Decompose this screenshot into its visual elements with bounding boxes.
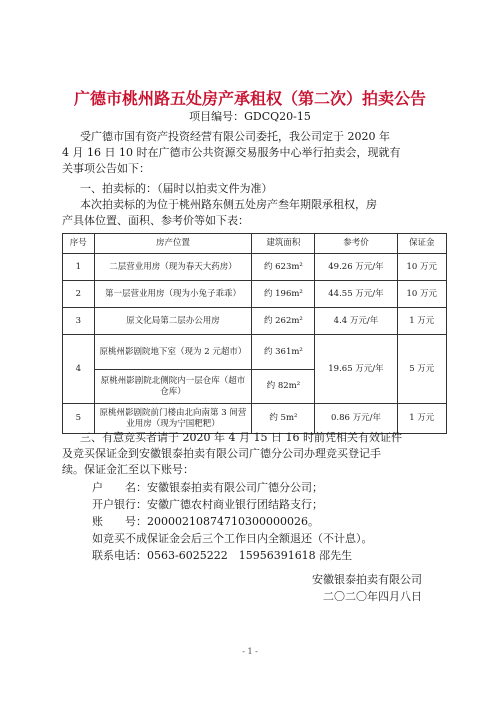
signature-date: 二〇二〇年四月八日 [323, 590, 422, 603]
auction-items-table [62, 233, 447, 434]
cell-no: 1 [63, 254, 95, 281]
cell-area: 约 82m² [252, 370, 315, 404]
cell-price: 4.4 万元/年 [315, 308, 397, 335]
section3-line-3: 续。保证金汇至以下账号： [62, 463, 194, 476]
account-bank: 开户银行：安徽广德农村商业银行团结路支行； [92, 498, 323, 511]
table-row [63, 281, 447, 308]
cell-location: 原桃州影剧院前门楼由北向南第 3 间营业用房（现为宁国粑粑） [94, 404, 252, 434]
cell-price: 44.55 万元/年 [315, 281, 397, 308]
document-title: 广德市桃州路五处房产承租权（第二次）拍卖公告 [73, 89, 426, 108]
section1-note: （届时以拍卖文件为准） [157, 182, 273, 195]
refund-note: 如竞买不成保证金会后三个工作日内全额退还（不计息）。 [92, 532, 373, 545]
table-row [63, 404, 447, 434]
section1-heading: 一、拍卖标的： [80, 182, 157, 195]
header-deposit: 保证金 [397, 234, 447, 254]
cell-no: 2 [63, 281, 95, 308]
intro-line-1: 受广德市国有资产投资经营有限公司委托，我公司定于 2020 年 [80, 130, 390, 143]
table-header-row [63, 234, 447, 254]
table-row [63, 308, 447, 335]
cell-area: 约 361m² [252, 335, 315, 370]
header-location: 房产位置 [94, 234, 252, 254]
cell-location: 第一层营业用房（现为小兔子乖乖） [94, 281, 252, 308]
cell-deposit: 1 万元 [397, 404, 447, 434]
cell-location: 原桃州影剧院北侧院内一层仓库（超市仓库） [94, 370, 252, 404]
account-number: 账 号：20000210874710300000026。 [92, 515, 319, 528]
cell-deposit: 10 万元 [397, 281, 447, 308]
cell-area: 约 5m² [252, 404, 315, 434]
contact-phone: 联系电话：0563-6025222 15956391618 邵先生 [92, 549, 353, 562]
signature-company: 安徽银泰拍卖有限公司 [312, 573, 422, 586]
cell-location: 原文化局第二层办公用房 [94, 308, 252, 335]
page-number: - 1 - [242, 647, 258, 656]
section3-line-2: 及竞买保证金到安徽银泰拍卖有限公司广德分公司办理竞买登记手 [62, 447, 381, 460]
cell-location: 二层营业用房（现为春天大药房） [94, 254, 252, 281]
cell-area: 约 262m² [252, 308, 315, 335]
intro-line-3: 关事项公告如下： [62, 162, 150, 175]
cell-deposit: 1 万元 [397, 308, 447, 335]
section1-body-2: 产具体位置、面积、参考价等如下表： [62, 214, 249, 227]
section1-heading-row [80, 182, 273, 196]
cell-area: 约 623m² [252, 254, 315, 281]
header-price: 参考价 [315, 234, 397, 254]
header-area: 建筑面积 [252, 234, 315, 254]
cell-price: 0.86 万元/年 [315, 404, 397, 434]
cell-area: 约 196m² [252, 281, 315, 308]
cell-price: 49.26 万元/年 [315, 254, 397, 281]
project-number: 项目编号：GDCQ20-15 [189, 110, 311, 123]
cell-deposit: 10 万元 [397, 254, 447, 281]
cell-no: 5 [63, 404, 95, 434]
cell-deposit: 5 万元 [397, 335, 447, 404]
intro-line-2: 4 月 16 日 10 时在广德市公共资源交易服务中心举行拍卖会，现就有 [62, 146, 401, 159]
section3-line-1: 三、有意竞买者请于 2020 年 4 月 15 日 16 时前凭相关有效证件 [80, 431, 402, 444]
account-name: 户 名：安徽银泰拍卖有限公司广德分公司； [92, 481, 323, 494]
cell-location: 原桃州影剧院地下室（现为 2 元超市） [94, 335, 252, 370]
cell-no: 4 [63, 335, 95, 404]
cell-no: 3 [63, 308, 95, 335]
table-row [63, 254, 447, 281]
cell-price: 19.65 万元/年 [315, 335, 397, 404]
header-no: 序号 [63, 234, 95, 254]
section1-body-1: 本次拍卖标的为位于桃州路东侧五处房产叁年期限承租权，房 [80, 198, 377, 211]
table-row [63, 335, 447, 370]
